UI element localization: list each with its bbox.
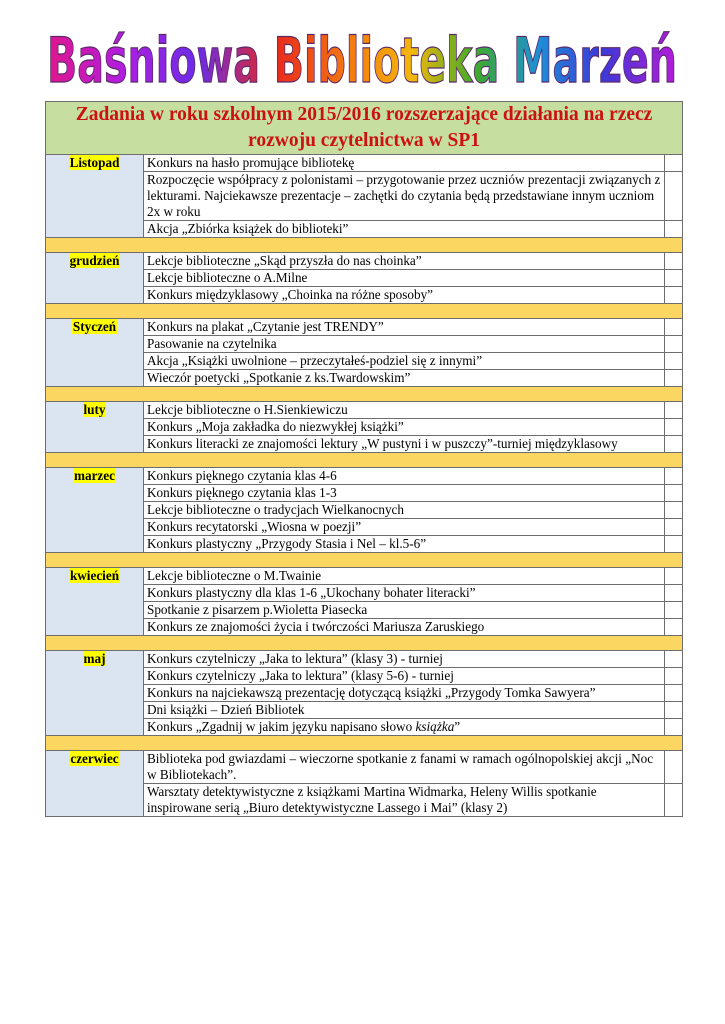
task-text: Lekcje biblioteczne o A.Milne (144, 270, 665, 287)
task-text: Konkurs ze znajomości życia i twórczości Mariusza Zaruskiego (144, 619, 665, 636)
separator-cell (46, 553, 683, 568)
month-cell (46, 751, 144, 817)
task-text: Konkurs plastyczny „Przygody Stasia i Nel – kl.5-6” (144, 536, 665, 553)
status-cell (665, 287, 683, 304)
status-cell (665, 436, 683, 453)
task-text: Konkurs czytelniczy „Jaka to lektura” (klasy 3) - turniej (144, 651, 665, 668)
task-text: Konkurs „Zgadnij w jakim języku napisano słowo książka” (144, 719, 665, 736)
status-cell (665, 719, 683, 736)
task-text: Konkurs „Moja zakładka do niezwykłej książki” (144, 419, 665, 436)
task-text: Pasowanie na czytelnika (144, 336, 665, 353)
month-cell (46, 319, 144, 387)
status-cell (665, 485, 683, 502)
status-cell (665, 751, 683, 784)
month-separator (46, 736, 683, 751)
task-text: Konkurs na najciekawszą prezentację dotyczącą książki „Przygody Tomka Sawyera” (144, 685, 665, 702)
month-separator (46, 238, 683, 253)
table-heading: Zadania w roku szkolnym 2015/2016 rozszerzające działania na rzecz rozwoju czytelnictwa w SP1 (46, 102, 683, 155)
task-text: Konkurs pięknego czytania klas 1-3 (144, 485, 665, 502)
month-separator (46, 387, 683, 402)
task-text: Dni książki – Dzień Bibliotek (144, 702, 665, 719)
status-cell (665, 536, 683, 553)
task-text: Konkurs pięknego czytania klas 4-6 (144, 468, 665, 485)
task-row (46, 651, 683, 668)
task-text: Warsztaty detektywistyczne z książkami Martina Widmarka, Heleny Willis spotkanie inspirowane serią „Biuro detektywistyczne Lassego i Mai” (klasy 2) (144, 784, 665, 817)
task-text: Akcja „Książki uwolnione – przeczytałeś-podziel się z innymi” (144, 353, 665, 370)
month-label: Styczeń (72, 319, 117, 334)
status-cell (665, 585, 683, 602)
status-cell (665, 370, 683, 387)
status-cell (665, 336, 683, 353)
status-cell (665, 319, 683, 336)
status-cell (665, 702, 683, 719)
month-cell (46, 253, 144, 304)
status-cell (665, 668, 683, 685)
rainbow-title-art (0, 10, 725, 100)
task-text: Lekcje biblioteczne „Skąd przyszła do nas choinka” (144, 253, 665, 270)
separator-cell (46, 387, 683, 402)
status-cell (665, 468, 683, 485)
task-text: Lekcje biblioteczne o tradycjach Wielkanocnych (144, 502, 665, 519)
task-row (46, 468, 683, 485)
table-header-row (46, 102, 683, 155)
status-cell (665, 402, 683, 419)
month-label: marzec (74, 468, 115, 483)
month-separator (46, 304, 683, 319)
status-cell (665, 651, 683, 668)
task-row (46, 253, 683, 270)
task-text: Konkurs literacki ze znajomości lektury „W pustyni i w puszczy”-turniej międzyklasowy (144, 436, 665, 453)
month-cell (46, 568, 144, 636)
status-cell (665, 221, 683, 238)
month-label: kwiecień (69, 568, 120, 583)
month-label: maj (83, 651, 106, 666)
status-cell (665, 419, 683, 436)
task-text: Konkurs na hasło promujące bibliotekę (144, 155, 665, 172)
month-separator (46, 553, 683, 568)
task-text: Lekcje biblioteczne o M.Twainie (144, 568, 665, 585)
separator-cell (46, 453, 683, 468)
status-cell (665, 502, 683, 519)
task-text: Biblioteka pod gwiazdami – wieczorne spotkanie z fanami w ramach ogólnopolskiej akcji „Noc w Bibliotekach”. (144, 751, 665, 784)
month-label: luty (83, 402, 106, 417)
status-cell (665, 784, 683, 817)
task-text: Konkurs na plakat „Czytanie jest TRENDY” (144, 319, 665, 336)
tasks-table (45, 101, 683, 817)
page-title (0, 10, 725, 100)
month-cell (46, 402, 144, 453)
status-cell (665, 602, 683, 619)
status-cell (665, 519, 683, 536)
title-text: Baśniowa Biblioteka Marzeń (47, 24, 677, 97)
status-cell (665, 568, 683, 585)
task-text: Wieczór poetycki „Spotkanie z ks.Twardowskim” (144, 370, 665, 387)
task-text: Konkurs czytelniczy „Jaka to lektura” (klasy 5-6) - turniej (144, 668, 665, 685)
status-cell (665, 155, 683, 172)
task-text: Rozpoczęcie współpracy z polonistami – przygotowanie przez uczniów prezentacji związanych z lekturami. Najciekawsze prezentacje – zachętki do czytania będą przedstawiane innym uczniom 2x w roku (144, 172, 665, 221)
status-cell (665, 172, 683, 221)
status-cell (665, 270, 683, 287)
month-cell (46, 468, 144, 553)
month-separator (46, 453, 683, 468)
task-row (46, 402, 683, 419)
task-text: Konkurs międzyklasowy „Choinka na różne sposoby” (144, 287, 665, 304)
status-cell (665, 253, 683, 270)
month-cell (46, 155, 144, 238)
status-cell (665, 353, 683, 370)
separator-cell (46, 238, 683, 253)
month-separator (46, 636, 683, 651)
task-row (46, 568, 683, 585)
task-row (46, 319, 683, 336)
month-label: Listopad (69, 155, 120, 170)
separator-cell (46, 736, 683, 751)
task-text: Lekcje biblioteczne o H.Sienkiewiczu (144, 402, 665, 419)
separator-cell (46, 636, 683, 651)
tasks-table-body (46, 102, 683, 817)
task-text: Akcja „Zbiórka książek do biblioteki” (144, 221, 665, 238)
status-cell (665, 619, 683, 636)
task-text: Konkurs plastyczny dla klas 1-6 „Ukochany bohater literacki” (144, 585, 665, 602)
month-label: czerwiec (70, 751, 119, 766)
status-cell (665, 685, 683, 702)
task-text: Spotkanie z pisarzem p.Wioletta Piasecka (144, 602, 665, 619)
separator-cell (46, 304, 683, 319)
task-text: Konkurs recytatorski „Wiosna w poezji” (144, 519, 665, 536)
month-label: grudzień (69, 253, 120, 268)
month-cell (46, 651, 144, 736)
italic-word: książka (415, 719, 455, 734)
task-row (46, 155, 683, 172)
task-row (46, 751, 683, 784)
